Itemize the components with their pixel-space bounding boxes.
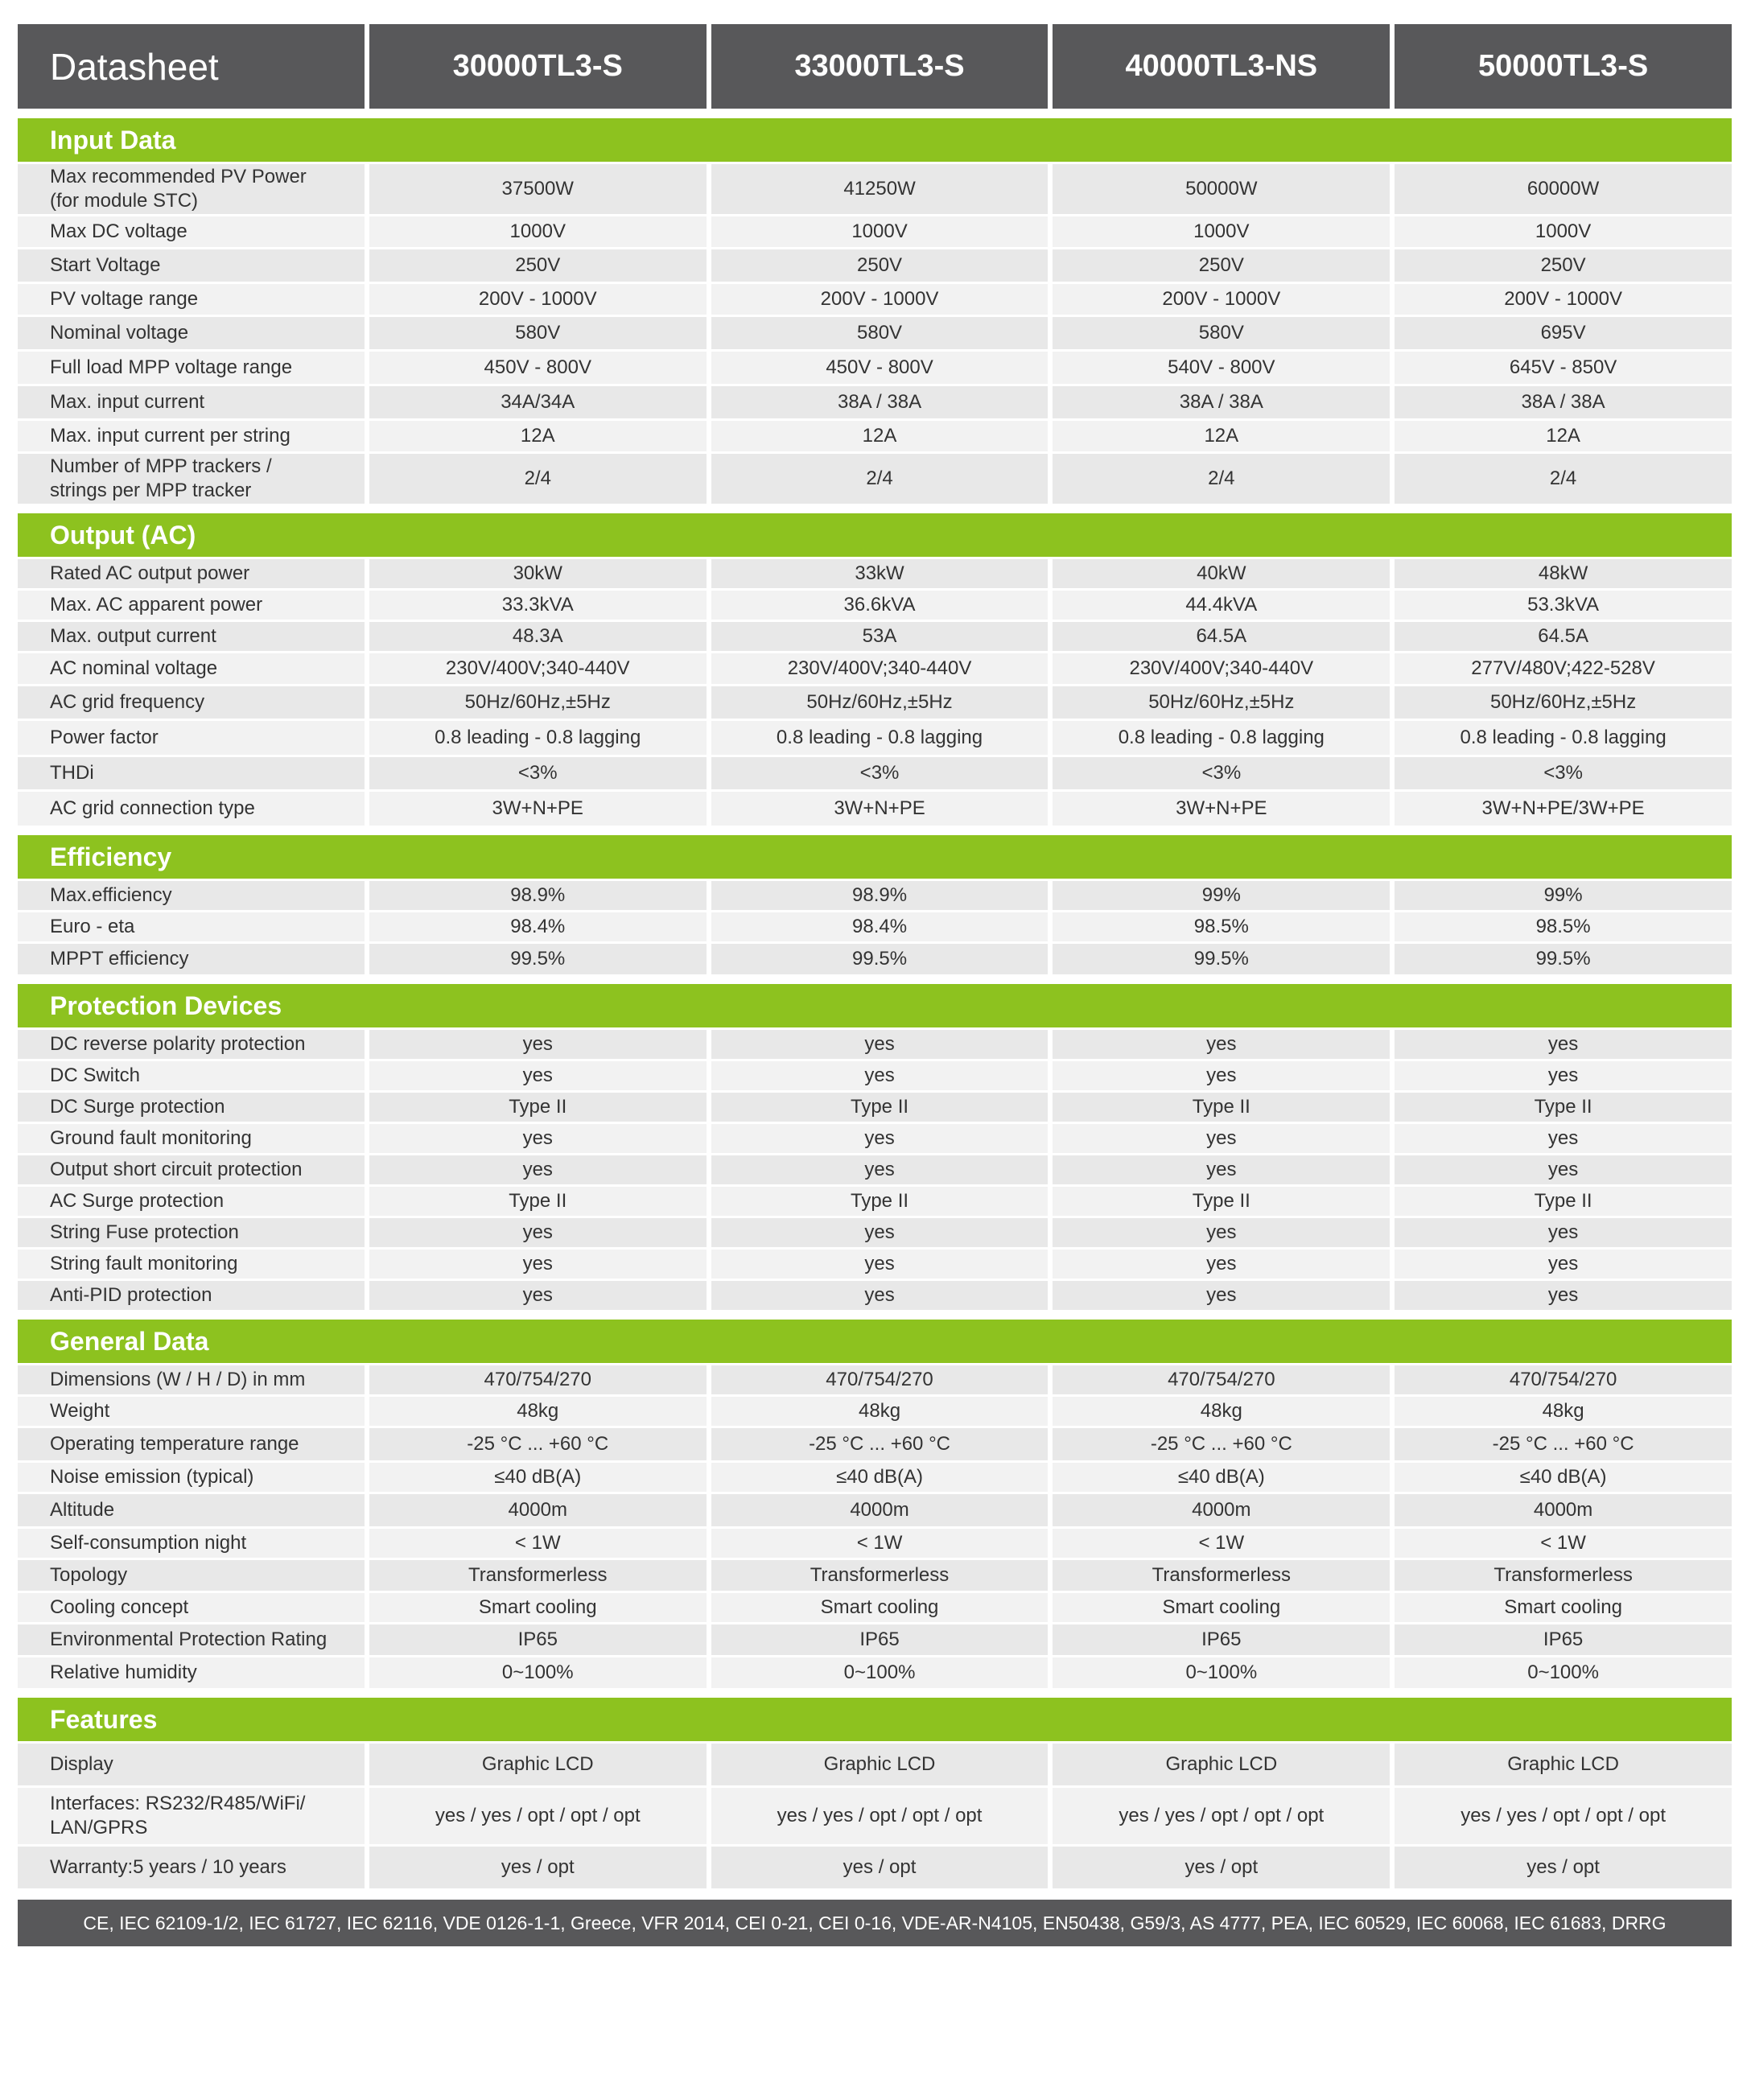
value-cell: yes / opt — [369, 1847, 707, 1888]
value-cell: yes — [1395, 1155, 1732, 1184]
value-cell: yes — [1053, 1281, 1390, 1310]
row-label: Power factor — [18, 721, 365, 755]
datasheet-table — [18, 24, 1732, 1946]
value-cell: 38A / 38A — [1395, 386, 1732, 418]
value-cell: 60000W — [1395, 164, 1732, 214]
value-cell: yes — [711, 1124, 1049, 1153]
row-label: AC Surge protection — [18, 1187, 365, 1216]
value-cell: yes — [711, 1061, 1049, 1090]
section-rows — [18, 164, 1732, 504]
table-row — [18, 1744, 1732, 1785]
value-cell: 230V/400V;340-440V — [1053, 653, 1390, 684]
value-cell: 230V/400V;340-440V — [369, 653, 707, 684]
row-label: DC Switch — [18, 1061, 365, 1090]
value-cell: 540V - 800V — [1053, 352, 1390, 384]
table-row — [18, 1061, 1732, 1090]
value-cell: 3W+N+PE — [711, 792, 1049, 826]
value-cell: yes — [1053, 1250, 1390, 1279]
value-cell: 53A — [711, 622, 1049, 651]
value-cell: 0.8 leading - 0.8 lagging — [711, 721, 1049, 755]
section-title: Protection Devices — [18, 984, 1732, 1027]
value-cell: 48kg — [711, 1397, 1049, 1426]
value-cell: 34A/34A — [369, 386, 707, 418]
section-rows — [18, 1030, 1732, 1310]
section-rows — [18, 881, 1732, 974]
value-cell: 0.8 leading - 0.8 lagging — [1395, 721, 1732, 755]
row-label: Number of MPP trackers / strings per MPP tracker — [18, 454, 365, 504]
value-cell: yes — [1053, 1124, 1390, 1153]
value-cell: 64.5A — [1053, 622, 1390, 651]
value-cell: <3% — [1395, 757, 1732, 789]
value-cell: 0.8 leading - 0.8 lagging — [369, 721, 707, 755]
value-cell: yes / yes / opt / opt / opt — [1395, 1788, 1732, 1844]
value-cell: 2/4 — [369, 454, 707, 504]
value-cell: yes — [1395, 1250, 1732, 1279]
value-cell: < 1W — [369, 1529, 707, 1558]
table-row — [18, 1093, 1732, 1122]
value-cell: Smart cooling — [369, 1593, 707, 1622]
value-cell: yes — [711, 1218, 1049, 1247]
value-cell: 53.3kVA — [1395, 591, 1732, 620]
section-title: Input Data — [18, 118, 1732, 162]
value-cell: 1000V — [1395, 216, 1732, 247]
value-cell: Graphic LCD — [369, 1744, 707, 1785]
value-cell: yes — [369, 1250, 707, 1279]
table-row — [18, 686, 1732, 719]
row-label: Self-consumption night — [18, 1529, 365, 1558]
row-label: Max.efficiency — [18, 881, 365, 910]
section-rows — [18, 1744, 1732, 1888]
row-label: Euro - eta — [18, 912, 365, 941]
table-row — [18, 216, 1732, 247]
value-cell: IP65 — [1395, 1624, 1732, 1655]
value-cell: yes / opt — [711, 1847, 1049, 1888]
value-cell: 3W+N+PE/3W+PE — [1395, 792, 1732, 826]
value-cell: < 1W — [1053, 1529, 1390, 1558]
table-row — [18, 1428, 1732, 1460]
value-cell: 44.4kVA — [1053, 591, 1390, 620]
value-cell: 470/754/270 — [1395, 1365, 1732, 1394]
value-cell: yes — [369, 1155, 707, 1184]
section-title: Features — [18, 1698, 1732, 1741]
value-cell: yes / opt — [1053, 1847, 1390, 1888]
table-row — [18, 1397, 1732, 1426]
value-cell: yes — [711, 1281, 1049, 1310]
value-cell: 98.4% — [711, 912, 1049, 941]
value-cell: 48kg — [1053, 1397, 1390, 1426]
model-header-3: 40000TL3-NS — [1053, 24, 1390, 109]
header-row — [18, 24, 1732, 109]
table-row — [18, 1788, 1732, 1844]
row-label: Topology — [18, 1560, 365, 1591]
table-row — [18, 352, 1732, 384]
value-cell: <3% — [1053, 757, 1390, 789]
table-row — [18, 1124, 1732, 1153]
section-title: Efficiency — [18, 835, 1732, 879]
value-cell: Smart cooling — [1395, 1593, 1732, 1622]
value-cell: yes — [1395, 1061, 1732, 1090]
table-row — [18, 1529, 1732, 1558]
row-label: Start Voltage — [18, 249, 365, 282]
value-cell: Type II — [1395, 1093, 1732, 1122]
value-cell: -25 °C ... +60 °C — [369, 1428, 707, 1460]
value-cell: Transformerless — [369, 1560, 707, 1591]
row-label: Relative humidity — [18, 1657, 365, 1688]
value-cell: 3W+N+PE — [1053, 792, 1390, 826]
value-cell: 40kW — [1053, 559, 1390, 588]
section-title: General Data — [18, 1320, 1732, 1363]
value-cell: ≤40 dB(A) — [369, 1463, 707, 1492]
row-label: Display — [18, 1744, 365, 1785]
value-cell: yes — [369, 1061, 707, 1090]
value-cell: Type II — [369, 1187, 707, 1216]
table-row — [18, 622, 1732, 651]
value-cell: Type II — [369, 1093, 707, 1122]
value-cell: Type II — [1395, 1187, 1732, 1216]
row-label: Max DC voltage — [18, 216, 365, 247]
value-cell: 99.5% — [1395, 944, 1732, 974]
table-row — [18, 386, 1732, 418]
value-cell: 200V - 1000V — [369, 284, 707, 315]
value-cell: ≤40 dB(A) — [1395, 1463, 1732, 1492]
value-cell: 450V - 800V — [369, 352, 707, 384]
value-cell: yes — [1395, 1124, 1732, 1153]
value-cell: 470/754/270 — [1053, 1365, 1390, 1394]
row-label: Environmental Protection Rating — [18, 1624, 365, 1655]
value-cell: Type II — [1053, 1093, 1390, 1122]
table-row — [18, 591, 1732, 620]
value-cell: 36.6kVA — [711, 591, 1049, 620]
table-row — [18, 653, 1732, 684]
row-label: String fault monitoring — [18, 1250, 365, 1279]
value-cell: 37500W — [369, 164, 707, 214]
value-cell: yes / yes / opt / opt / opt — [711, 1788, 1049, 1844]
value-cell: 2/4 — [1395, 454, 1732, 504]
value-cell: yes — [711, 1155, 1049, 1184]
value-cell: Type II — [1053, 1187, 1390, 1216]
certifications-footer: CE, IEC 62109-1/2, IEC 61727, IEC 62116, VDE 0126-1-1, Greece, VFR 2014, CEI 0-21, CEI 0-16, VDE-AR-N4105, EN50438, G59/3, AS 4777, PEA, IEC 60529, IEC 60068, IEC 61683, DRRG — [18, 1900, 1732, 1946]
table-row — [18, 1657, 1732, 1688]
row-label: MPPT efficiency — [18, 944, 365, 974]
value-cell: 50Hz/60Hz,±5Hz — [1395, 686, 1732, 719]
value-cell: < 1W — [1395, 1529, 1732, 1558]
value-cell: 50000W — [1053, 164, 1390, 214]
row-label: Operating temperature range — [18, 1428, 365, 1460]
sections-container — [18, 118, 1732, 1888]
value-cell: 50Hz/60Hz,±5Hz — [1053, 686, 1390, 719]
value-cell: <3% — [369, 757, 707, 789]
row-label: Anti-PID protection — [18, 1281, 365, 1310]
value-cell: yes — [1053, 1061, 1390, 1090]
section-features — [18, 1698, 1732, 1888]
table-row — [18, 1593, 1732, 1622]
row-label: Dimensions (W / H / D) in mm — [18, 1365, 365, 1394]
row-label: String Fuse protection — [18, 1218, 365, 1247]
value-cell: 99% — [1053, 881, 1390, 910]
value-cell: 200V - 1000V — [1053, 284, 1390, 315]
row-label: Weight — [18, 1397, 365, 1426]
row-label: AC grid frequency — [18, 686, 365, 719]
table-row — [18, 1218, 1732, 1247]
value-cell: yes — [711, 1030, 1049, 1059]
value-cell: 277V/480V;422-528V — [1395, 653, 1732, 684]
value-cell: 645V - 850V — [1395, 352, 1732, 384]
value-cell: yes — [1053, 1030, 1390, 1059]
value-cell: 98.9% — [711, 881, 1049, 910]
value-cell: yes / yes / opt / opt / opt — [1053, 1788, 1390, 1844]
value-cell: 12A — [369, 421, 707, 451]
table-row — [18, 1250, 1732, 1279]
value-cell: 4000m — [1053, 1494, 1390, 1526]
table-row — [18, 1560, 1732, 1591]
table-row — [18, 454, 1732, 504]
value-cell: 580V — [711, 317, 1049, 349]
value-cell: 48.3A — [369, 622, 707, 651]
section-protection-devices — [18, 984, 1732, 1310]
value-cell: 250V — [1053, 249, 1390, 282]
value-cell: 99% — [1395, 881, 1732, 910]
value-cell: IP65 — [1053, 1624, 1390, 1655]
value-cell: 250V — [369, 249, 707, 282]
value-cell: yes — [369, 1218, 707, 1247]
value-cell: 12A — [711, 421, 1049, 451]
table-row — [18, 421, 1732, 451]
row-label: Max recommended PV Power (for module STC) — [18, 164, 365, 214]
value-cell: Graphic LCD — [1395, 1744, 1732, 1785]
value-cell: Graphic LCD — [1053, 1744, 1390, 1785]
value-cell: -25 °C ... +60 °C — [1053, 1428, 1390, 1460]
value-cell: 2/4 — [711, 454, 1049, 504]
value-cell: 695V — [1395, 317, 1732, 349]
datasheet-title: Datasheet — [18, 24, 365, 109]
value-cell: 250V — [711, 249, 1049, 282]
value-cell: < 1W — [711, 1529, 1049, 1558]
value-cell: 38A / 38A — [1053, 386, 1390, 418]
value-cell: 64.5A — [1395, 622, 1732, 651]
value-cell: -25 °C ... +60 °C — [1395, 1428, 1732, 1460]
value-cell: -25 °C ... +60 °C — [711, 1428, 1049, 1460]
value-cell: 230V/400V;340-440V — [711, 653, 1049, 684]
table-row — [18, 881, 1732, 910]
value-cell: 50Hz/60Hz,±5Hz — [711, 686, 1049, 719]
value-cell: 99.5% — [369, 944, 707, 974]
table-row — [18, 1494, 1732, 1526]
value-cell: 450V - 800V — [711, 352, 1049, 384]
value-cell: 98.5% — [1395, 912, 1732, 941]
row-label: DC Surge protection — [18, 1093, 365, 1122]
section-input-data — [18, 118, 1732, 504]
table-row — [18, 1847, 1732, 1888]
value-cell: yes — [711, 1250, 1049, 1279]
table-row — [18, 1281, 1732, 1310]
row-label: THDi — [18, 757, 365, 789]
row-label: Max. output current — [18, 622, 365, 651]
value-cell: Transformerless — [1053, 1560, 1390, 1591]
row-label: Cooling concept — [18, 1593, 365, 1622]
value-cell: ≤40 dB(A) — [711, 1463, 1049, 1492]
section-general-data — [18, 1320, 1732, 1688]
value-cell: 99.5% — [1053, 944, 1390, 974]
table-row — [18, 721, 1732, 755]
value-cell: 48kg — [369, 1397, 707, 1426]
value-cell: Transformerless — [711, 1560, 1049, 1591]
table-row — [18, 912, 1732, 941]
section-title: Output (AC) — [18, 513, 1732, 557]
value-cell: 1000V — [711, 216, 1049, 247]
value-cell: Type II — [711, 1187, 1049, 1216]
row-label: DC reverse polarity protection — [18, 1030, 365, 1059]
table-row — [18, 1365, 1732, 1394]
value-cell: IP65 — [711, 1624, 1049, 1655]
section-rows — [18, 1365, 1732, 1688]
table-row — [18, 1155, 1732, 1184]
row-label: Nominal voltage — [18, 317, 365, 349]
value-cell: ≤40 dB(A) — [1053, 1463, 1390, 1492]
table-row — [18, 284, 1732, 315]
value-cell: yes — [1395, 1030, 1732, 1059]
table-row — [18, 1187, 1732, 1216]
value-cell: 200V - 1000V — [1395, 284, 1732, 315]
section-rows — [18, 559, 1732, 826]
value-cell: 2/4 — [1053, 454, 1390, 504]
value-cell: 98.5% — [1053, 912, 1390, 941]
value-cell: yes — [1053, 1155, 1390, 1184]
section-output-ac — [18, 513, 1732, 826]
value-cell: Transformerless — [1395, 1560, 1732, 1591]
value-cell: 98.9% — [369, 881, 707, 910]
row-label: Rated AC output power — [18, 559, 365, 588]
table-row — [18, 1030, 1732, 1059]
model-header-4: 50000TL3-S — [1395, 24, 1732, 109]
row-label: Max. input current per string — [18, 421, 365, 451]
value-cell: 0.8 leading - 0.8 lagging — [1053, 721, 1390, 755]
value-cell: Graphic LCD — [711, 1744, 1049, 1785]
value-cell: Smart cooling — [1053, 1593, 1390, 1622]
value-cell: 3W+N+PE — [369, 792, 707, 826]
value-cell: 0~100% — [1395, 1657, 1732, 1688]
table-row — [18, 559, 1732, 588]
model-header-2: 33000TL3-S — [711, 24, 1049, 109]
value-cell: yes — [1053, 1218, 1390, 1247]
table-row — [18, 757, 1732, 789]
model-header-1: 30000TL3-S — [369, 24, 707, 109]
value-cell: 200V - 1000V — [711, 284, 1049, 315]
value-cell: 50Hz/60Hz,±5Hz — [369, 686, 707, 719]
table-row — [18, 792, 1732, 826]
value-cell: 4000m — [1395, 1494, 1732, 1526]
value-cell: 580V — [1053, 317, 1390, 349]
value-cell: yes — [369, 1030, 707, 1059]
row-label: Altitude — [18, 1494, 365, 1526]
value-cell: Type II — [711, 1093, 1049, 1122]
value-cell: 470/754/270 — [711, 1365, 1049, 1394]
row-label: Output short circuit protection — [18, 1155, 365, 1184]
value-cell: yes / opt — [1395, 1847, 1732, 1888]
value-cell: 580V — [369, 317, 707, 349]
row-label: AC grid connection type — [18, 792, 365, 826]
table-row — [18, 944, 1732, 974]
table-row — [18, 249, 1732, 282]
value-cell: 4000m — [369, 1494, 707, 1526]
value-cell: 33.3kVA — [369, 591, 707, 620]
row-label: Max. AC apparent power — [18, 591, 365, 620]
value-cell: 48kW — [1395, 559, 1732, 588]
value-cell: 1000V — [369, 216, 707, 247]
value-cell: 0~100% — [1053, 1657, 1390, 1688]
value-cell: 0~100% — [711, 1657, 1049, 1688]
value-cell: 4000m — [711, 1494, 1049, 1526]
value-cell: yes — [369, 1124, 707, 1153]
value-cell: 98.4% — [369, 912, 707, 941]
table-row — [18, 1463, 1732, 1492]
section-efficiency — [18, 835, 1732, 974]
row-label: Max. input current — [18, 386, 365, 418]
table-row — [18, 164, 1732, 214]
value-cell: 48kg — [1395, 1397, 1732, 1426]
value-cell: yes — [1395, 1218, 1732, 1247]
table-row — [18, 1624, 1732, 1655]
value-cell: 12A — [1053, 421, 1390, 451]
value-cell: 38A / 38A — [711, 386, 1049, 418]
row-label: PV voltage range — [18, 284, 365, 315]
value-cell: 1000V — [1053, 216, 1390, 247]
value-cell: 33kW — [711, 559, 1049, 588]
table-row — [18, 317, 1732, 349]
value-cell: yes — [1395, 1281, 1732, 1310]
value-cell: 12A — [1395, 421, 1732, 451]
value-cell: 99.5% — [711, 944, 1049, 974]
value-cell: <3% — [711, 757, 1049, 789]
row-label: Interfaces: RS232/R485/WiFi/ LAN/GPRS — [18, 1788, 365, 1844]
value-cell: yes — [369, 1281, 707, 1310]
value-cell: IP65 — [369, 1624, 707, 1655]
value-cell: 250V — [1395, 249, 1732, 282]
row-label: Full load MPP voltage range — [18, 352, 365, 384]
value-cell: 470/754/270 — [369, 1365, 707, 1394]
value-cell: 30kW — [369, 559, 707, 588]
row-label: Ground fault monitoring — [18, 1124, 365, 1153]
value-cell: Smart cooling — [711, 1593, 1049, 1622]
row-label: AC nominal voltage — [18, 653, 365, 684]
row-label: Noise emission (typical) — [18, 1463, 365, 1492]
value-cell: yes / yes / opt / opt / opt — [369, 1788, 707, 1844]
value-cell: 41250W — [711, 164, 1049, 214]
value-cell: 0~100% — [369, 1657, 707, 1688]
row-label: Warranty:5 years / 10 years — [18, 1847, 365, 1888]
